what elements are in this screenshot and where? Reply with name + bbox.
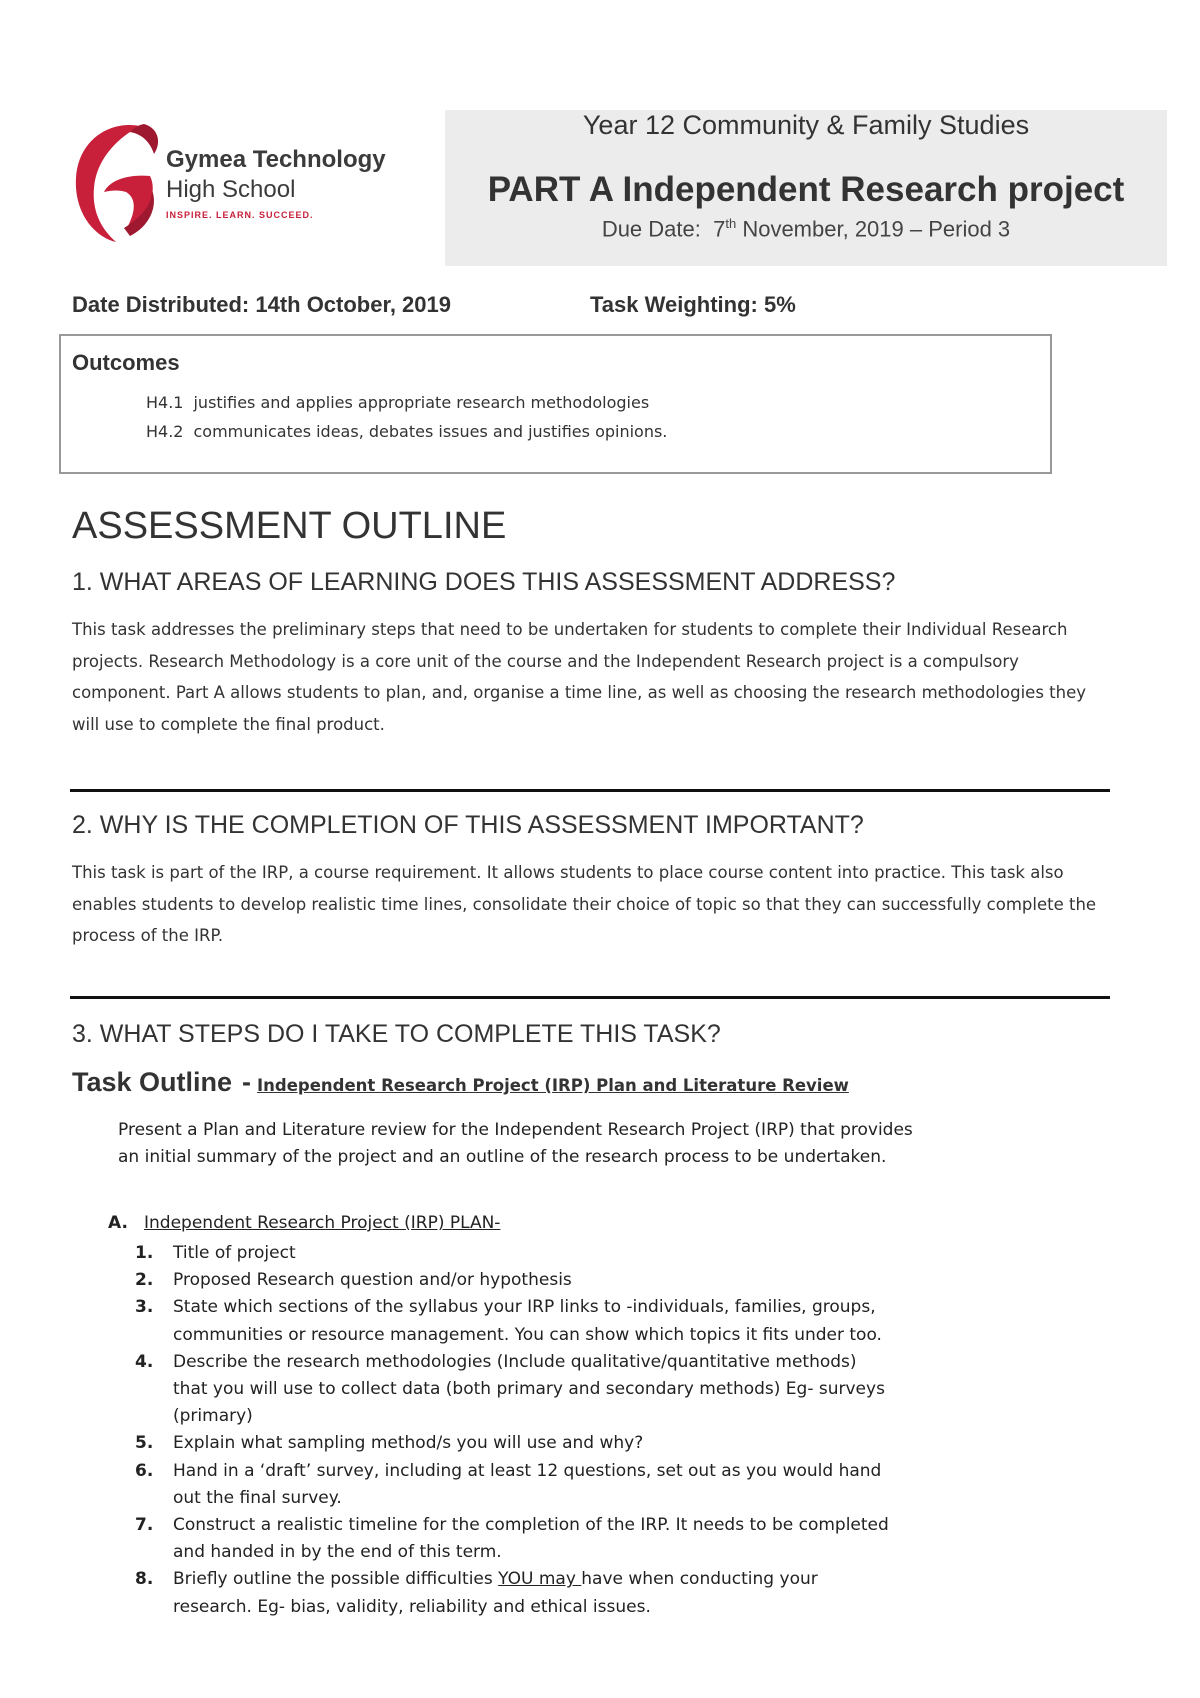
list-item bbox=[135, 1240, 895, 1267]
part-a-letter: A. bbox=[108, 1213, 128, 1233]
step-text: have when conducting your research. Eg- bias, validity, reliability and ethical issues. bbox=[173, 1569, 818, 1617]
step-number: 2. bbox=[135, 1270, 154, 1291]
outcomes-box bbox=[59, 334, 1052, 474]
course-name: Year 12 Community & Family Studies bbox=[582, 110, 1030, 140]
list-item bbox=[135, 1512, 895, 1566]
title-box bbox=[445, 110, 1167, 266]
list-item bbox=[135, 1267, 895, 1294]
assessment-title: PART A Independent Research project bbox=[487, 170, 1125, 209]
section-divider bbox=[70, 789, 1110, 792]
step-text: Explain what sampling method/s you will use and why? bbox=[173, 1433, 644, 1454]
step-number: 7. bbox=[135, 1515, 154, 1536]
step-text: Proposed Research question and/or hypothesis bbox=[173, 1270, 572, 1291]
step-number: 3. bbox=[135, 1297, 154, 1318]
section-divider bbox=[70, 996, 1110, 999]
assessment-outline-heading: ASSESSMENT OUTLINE bbox=[72, 505, 507, 547]
section-1-body: This task addresses the preliminary steps that need to be undertaken for students to complete their Individual Research projects. Research Methodology is a core unit of the course and the Independent Research project is a compulsory component. Part A allows students to plan, and, organise a time line, as well as choosing the research methodologies they will use to complete the final product. bbox=[72, 620, 1087, 734]
school-tagline: INSPIRE. LEARN. SUCCEED. bbox=[166, 210, 314, 220]
step-text: Hand in a ‘draft’ survey, including at least 12 questions, set out as you would hand out the final survey. bbox=[173, 1460, 882, 1508]
list-item bbox=[135, 1458, 895, 1512]
section-3-heading: 3. WHAT STEPS DO I TAKE TO COMPLETE THIS TASK? bbox=[72, 1020, 721, 1048]
task-weighting: Task Weighting: 5% bbox=[590, 292, 796, 317]
list-item bbox=[135, 1430, 895, 1457]
step-text: Construct a realistic timeline for the completion of the IRP. It needs to be completed and handed in by the end of this term. bbox=[173, 1515, 889, 1563]
step-number: 8. bbox=[135, 1569, 154, 1590]
due-date-day: 7 bbox=[713, 216, 726, 242]
step-number: 5. bbox=[135, 1433, 154, 1454]
part-a-title: Independent Research Project (IRP) PLAN- bbox=[144, 1213, 501, 1233]
school-name-line1: Gymea Technology bbox=[166, 146, 386, 173]
outcome-code: H4.2 bbox=[146, 422, 184, 441]
step-number: 6. bbox=[135, 1460, 154, 1481]
task-outline bbox=[72, 1067, 849, 1098]
part-a-heading bbox=[108, 1213, 500, 1233]
school-logo-mark-icon bbox=[70, 118, 166, 248]
step-number: 1. bbox=[135, 1243, 154, 1263]
step-number: 4. bbox=[135, 1351, 154, 1372]
step-text: State which sections of the syllabus your IRP links to -individuals, families, groups, communities or resource management. You can show which topics it fits under too. bbox=[173, 1297, 882, 1345]
outcome-item bbox=[146, 393, 649, 412]
task-outline-title: Independent Research Project (IRP) Plan and Literature Review bbox=[257, 1076, 849, 1095]
task-outline-separator: - bbox=[242, 1067, 252, 1097]
school-logo bbox=[70, 118, 430, 248]
school-name-line2: High School bbox=[166, 176, 296, 203]
task-steps-list bbox=[135, 1240, 895, 1621]
task-outline-label: Task Outline bbox=[72, 1067, 233, 1097]
due-date-rest: November, 2019 – Period 3 bbox=[742, 216, 1011, 242]
outcome-code: H4.1 bbox=[146, 393, 184, 412]
outcome-item bbox=[146, 422, 667, 441]
outcome-text: communicates ideas, debates issues and justifies opinions. bbox=[193, 422, 668, 441]
section-2-heading: 2. WHY IS THE COMPLETION OF THIS ASSESSMENT IMPORTANT? bbox=[72, 811, 864, 839]
step-text: Briefly outline the possible difficulties bbox=[173, 1569, 499, 1590]
section-2-body: This task is part of the IRP, a course requirement. It allows students to place course content into practice. This task also enables students to develop realistic time lines, consolidate their choice of topic so that they can successfully complete the process of the IRP. bbox=[72, 863, 1097, 945]
outcomes-title: Outcomes bbox=[72, 350, 180, 375]
section-1-heading: 1. WHAT AREAS OF LEARNING DOES THIS ASSESSMENT ADDRESS? bbox=[72, 568, 896, 596]
list-item bbox=[135, 1349, 895, 1431]
due-date-label: Due Date: bbox=[601, 216, 701, 242]
date-distributed: Date Distributed: 14th October, 2019 bbox=[72, 292, 451, 317]
due-date bbox=[445, 216, 1167, 242]
due-date-suffix: th bbox=[725, 216, 737, 231]
list-item bbox=[135, 1294, 895, 1348]
list-item bbox=[135, 1566, 895, 1620]
step-text: Describe the research methodologies (Include qualitative/quantitative methods) that you will use to collect data (both primary and secondary methods) Eg- surveys (primary) bbox=[173, 1351, 885, 1427]
task-intro: Present a Plan and Literature review for the Independent Research Project (IRP) that provides an initial summary of the project and an outline of the research process to be undertaken. bbox=[118, 1120, 913, 1167]
outcome-text: justifies and applies appropriate research methodologies bbox=[193, 393, 650, 412]
step-text: Title of project bbox=[173, 1243, 296, 1263]
step-text-emphasis: YOU may bbox=[498, 1569, 582, 1590]
